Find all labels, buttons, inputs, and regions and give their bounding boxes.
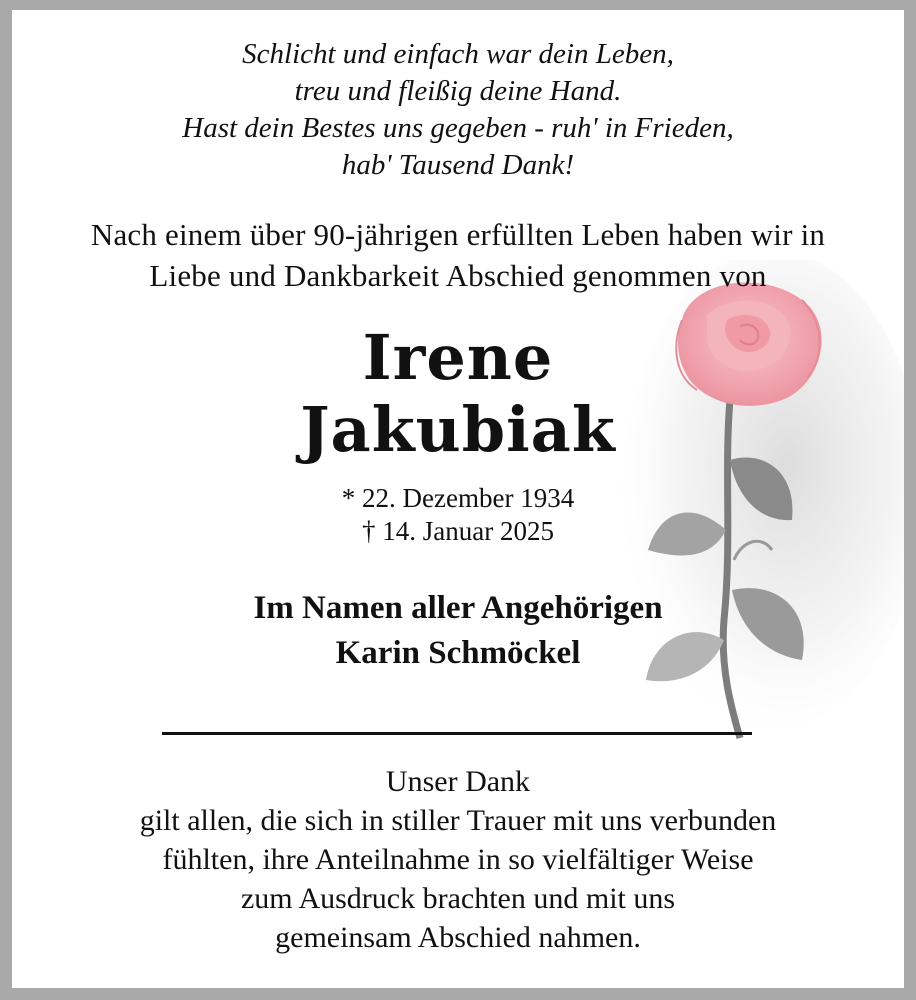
thanks-line: gemeinsam Abschied nahmen. — [275, 921, 641, 954]
obituary-card — [12, 10, 904, 988]
life-dates — [12, 482, 904, 548]
thanks-block — [12, 762, 904, 957]
thanks-line: Unser Dank — [385, 765, 531, 798]
poem-line: treu und fleißig deine Hand. — [294, 75, 622, 107]
thanks-line: zum Ausdruck brachten und mit uns — [240, 882, 676, 915]
poem-line: hab' Tausend Dank! — [341, 149, 575, 181]
signers-block — [12, 586, 904, 676]
thanks-line: gilt allen, die sich in stiller Trauer mit uns verbunden — [139, 804, 777, 837]
poem-line: Schlicht und einfach war dein Leben, — [242, 38, 674, 70]
poem-block — [12, 36, 904, 184]
intro-line: Liebe und Dankbarkeit Abschied genommen von — [149, 258, 767, 293]
poem-line: Hast dein Bestes uns gegeben - ruh' in Frieden, — [182, 112, 734, 144]
intro-line: Nach einem über 90-jährigen erfüllten Leben haben wir in — [90, 217, 826, 252]
death-date: † 14. Januar 2025 — [362, 516, 554, 546]
deceased-name — [12, 322, 904, 466]
birth-date: * 22. Dezember 1934 — [341, 483, 575, 513]
signer-name: Karin Schmöckel — [335, 635, 581, 671]
signers-line: Im Namen aller Angehörigen — [253, 590, 663, 626]
first-name: Irene — [362, 321, 554, 394]
last-name: Jakubiak — [300, 393, 616, 466]
thanks-line: fühlten, ihre Anteilnahme in so vielfältiger Weise — [162, 843, 754, 876]
divider-line — [162, 732, 752, 735]
intro-block — [12, 214, 904, 296]
